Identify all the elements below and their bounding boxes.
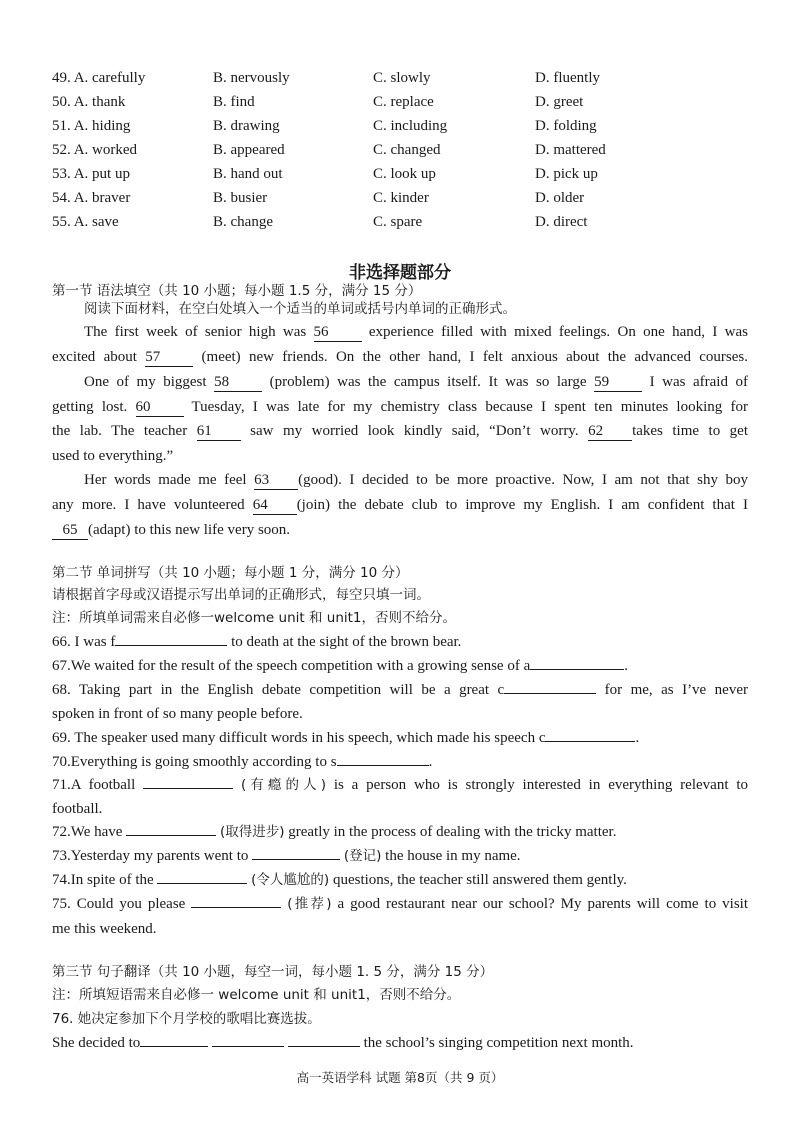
chinese-hint: (令人尴尬的) — [251, 872, 330, 888]
blank-61[interactable]: 61 — [197, 422, 241, 441]
passage-line: any more. I have volunteered 64 (join) the debate club to improve my English. I am confident that I — [52, 497, 748, 513]
question-76-chinese: 76. 她决定参加下个月学校的歌唱比赛选拔。 — [52, 1011, 321, 1027]
blank-62[interactable]: 62 — [588, 422, 632, 441]
section-title: 非选择题部分 — [349, 263, 451, 283]
question-number: 53. — [52, 166, 71, 182]
question-68-cont: spoken in front of so many people before. — [52, 706, 303, 722]
question-76: She decided to the school’s singing competition next month. — [52, 1035, 634, 1051]
passage-line: the lab. The teacher 61 saw my worried look kindly said, “Don’t worry. 62 takes time to get — [52, 423, 748, 439]
option-d: D. fluently — [535, 70, 600, 86]
answer-blank[interactable] — [157, 883, 247, 884]
option-a: A. thank — [73, 94, 126, 110]
question-73: 73.Yesterday my parents went to (登记) the house in my name. — [52, 848, 521, 864]
question-69: 69. The speaker used many difficult words in his speech, which made his speech c . — [52, 730, 640, 746]
option-d: D. greet — [535, 94, 584, 110]
option-row — [52, 162, 752, 186]
question-number: 51. — [52, 118, 71, 134]
answer-blank[interactable] — [143, 788, 233, 789]
question-74: 74.In spite of the (令人尴尬的) questions, the teacher still answered them gently. — [52, 872, 627, 888]
answer-blank[interactable] — [212, 1046, 284, 1047]
passage-line: 65 (adapt) to this new life very soon. — [52, 519, 748, 541]
question-number: 52. — [52, 142, 71, 158]
option-b: B. find — [213, 94, 255, 110]
part2-instruction: 请根据首字母或汉语提示写出单词的正确形式，每空只填一词。 — [52, 587, 430, 603]
part2-note: 注：所填单词需来自必修一welcome unit 和 unit1，否则不给分。 — [52, 610, 457, 626]
options-table — [52, 66, 752, 234]
option-row — [52, 138, 752, 162]
option-d: D. mattered — [535, 142, 606, 158]
option-b: B. nervously — [213, 70, 290, 86]
blank-59[interactable]: 59 — [594, 373, 642, 392]
question-67: 67.We waited for the result of the speech competition with a growing sense of a . — [52, 658, 628, 674]
option-row — [52, 66, 752, 90]
question-75-cont: me this weekend. — [52, 921, 157, 937]
option-c: C. kinder — [373, 190, 429, 206]
option-b: B. drawing — [213, 118, 280, 134]
answer-blank[interactable] — [191, 907, 281, 908]
option-c: C. replace — [373, 94, 434, 110]
question-71: 71.A football (有瘾的人) is a person who is strongly interested in everything relevant to — [52, 777, 748, 793]
part3-header: 第三节 句子翻译（共 10 小题，每空一词，每小题 1. 5 分，满分 15 分） — [52, 964, 494, 980]
option-c: C. changed — [373, 142, 441, 158]
passage-line: getting lost. 60 Tuesday, I was late for my chemistry class because I spent ten minutes looking for — [52, 399, 748, 415]
answer-blank[interactable] — [545, 741, 635, 742]
question-number: 49. — [52, 70, 71, 86]
option-b: B. busier — [213, 190, 268, 206]
option-c: C. look up — [373, 166, 436, 182]
answer-blank[interactable] — [126, 835, 216, 836]
answer-blank[interactable] — [288, 1046, 360, 1047]
option-c: C. slowly — [373, 70, 431, 86]
blank-58[interactable]: 58 — [214, 373, 262, 392]
chinese-hint: (登记) — [343, 848, 382, 864]
chinese-hint: (推荐) — [287, 896, 332, 912]
passage-line: excited about 57 (meet) new friends. On the other hand, I felt anxious about the advanced courses. — [52, 349, 748, 365]
option-d: D. folding — [535, 118, 597, 134]
blank-65[interactable]: 65 — [52, 521, 88, 540]
passage-line: One of my biggest 58 (problem) was the campus itself. It was so large 59 I was afraid of — [84, 374, 748, 390]
part1-instruction: 阅读下面材料，在空白处填入一个适当的单词或括号内单词的正确形式。 — [84, 301, 516, 317]
blank-56[interactable]: 56 — [314, 323, 362, 342]
question-75: 75. Could you please (推荐) a good restaurant near our school? My parents will come to visit — [52, 896, 749, 912]
question-number: 50. — [52, 94, 71, 110]
question-70: 70.Everything is going smoothly according to s . — [52, 754, 433, 770]
answer-blank[interactable] — [115, 645, 227, 646]
option-row — [52, 90, 752, 114]
answer-blank[interactable] — [252, 859, 340, 860]
option-a: A. braver — [73, 190, 131, 206]
passage-line: used to everything.” — [52, 448, 174, 464]
option-b: B. appeared — [213, 142, 285, 158]
option-c: C. including — [373, 118, 448, 134]
chinese-hint: (有瘾的人) — [240, 777, 326, 793]
answer-blank[interactable] — [504, 693, 596, 694]
part2-header: 第二节 单词拼写（共 10 小题；每小题 1 分，满分 10 分） — [52, 565, 409, 581]
passage-line: The first week of senior high was 56 experience filled with mixed feelings. On one hand, I was — [84, 324, 748, 340]
question-number: 54. — [52, 190, 71, 206]
option-row — [52, 114, 752, 138]
option-d: D. direct — [535, 214, 588, 230]
answer-blank[interactable] — [337, 765, 429, 766]
chinese-hint: (取得进步) — [219, 824, 285, 840]
question-66: 66. I was f to death at the sight of the brown bear. — [52, 634, 462, 650]
blank-57[interactable]: 57 — [145, 348, 193, 367]
part1-header: 第一节 语法填空（共 10 小题；每小题 1.5 分，满分 15 分） — [52, 283, 422, 299]
option-c: C. spare — [373, 214, 423, 230]
passage-line: Her words made me feel 63 (good). I decided to be more proactive. Now, I am not that shy boy — [84, 472, 748, 488]
option-b: B. hand out — [213, 166, 283, 182]
option-b: B. change — [213, 214, 273, 230]
part3-note: 注：所填短语需来自必修一 welcome unit 和 unit1，否则不给分。 — [52, 987, 461, 1003]
option-a: A. save — [73, 214, 119, 230]
question-number: 55. — [52, 214, 71, 230]
option-row — [52, 186, 752, 210]
blank-60[interactable]: 60 — [136, 398, 184, 417]
answer-blank[interactable] — [530, 669, 624, 670]
answer-blank[interactable] — [140, 1046, 208, 1047]
page-footer: 高一英语学科 试题 第8页（共 9 页） — [296, 1070, 504, 1085]
blank-64[interactable]: 64 — [253, 496, 297, 515]
question-72: 72.We have (取得进步) greatly in the process of dealing with the tricky matter. — [52, 824, 617, 840]
option-a: A. put up — [73, 166, 130, 182]
option-a: A. hiding — [73, 118, 131, 134]
option-d: D. older — [535, 190, 585, 206]
option-a: A. carefully — [73, 70, 146, 86]
blank-63[interactable]: 63 — [254, 471, 298, 490]
question-71-cont: football. — [52, 801, 103, 817]
option-d: D. pick up — [535, 166, 598, 182]
question-68: 68. Taking part in the English debate competition will be a great c for me, as I’ve never — [52, 682, 748, 698]
option-a: A. worked — [73, 142, 138, 158]
option-row — [52, 210, 752, 234]
